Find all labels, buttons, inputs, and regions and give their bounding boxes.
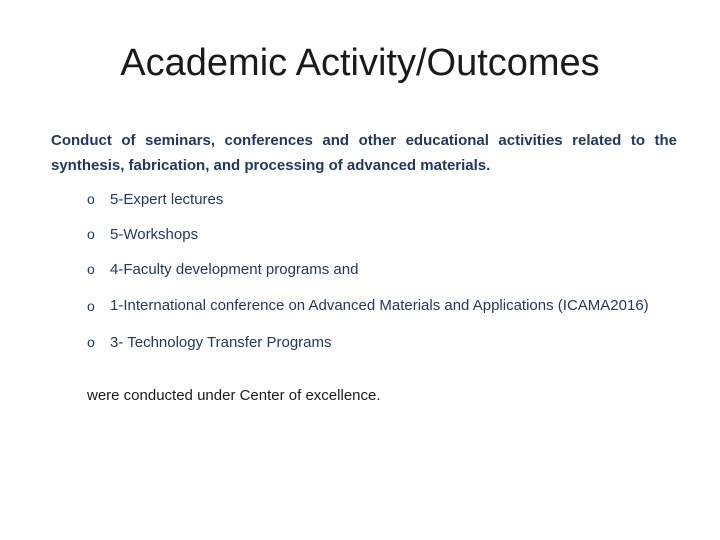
slide-title: Academic Activity/Outcomes xyxy=(120,42,600,84)
list-item-text: 4-Faculty development programs and xyxy=(110,261,359,278)
closing-sentence: were conducted under Center of excellence. xyxy=(87,387,381,404)
list-item xyxy=(87,332,677,353)
list-item xyxy=(87,224,677,245)
list-item-text: 1-International conference on Advanced Materials and Applications (ICAMA2016) xyxy=(110,297,649,314)
bullet-marker: o xyxy=(87,226,95,242)
intro-paragraph: Conduct of seminars, conferences and other educational activities related to the synthesis, fabrication, and processing of advanced materials. xyxy=(51,132,677,174)
bullet-marker: o xyxy=(87,334,95,350)
bullet-marker: o xyxy=(87,261,95,277)
list-item xyxy=(87,259,677,280)
bullet-marker: o xyxy=(87,191,95,207)
list-item xyxy=(87,189,677,210)
list-item-text: 5-Expert lectures xyxy=(110,191,224,208)
list-item-text: 5-Workshops xyxy=(110,226,199,243)
activity-list xyxy=(87,189,677,367)
list-item-text: 3- Technology Transfer Programs xyxy=(110,334,332,351)
bullet-marker: o xyxy=(87,298,95,314)
list-item xyxy=(87,294,677,318)
